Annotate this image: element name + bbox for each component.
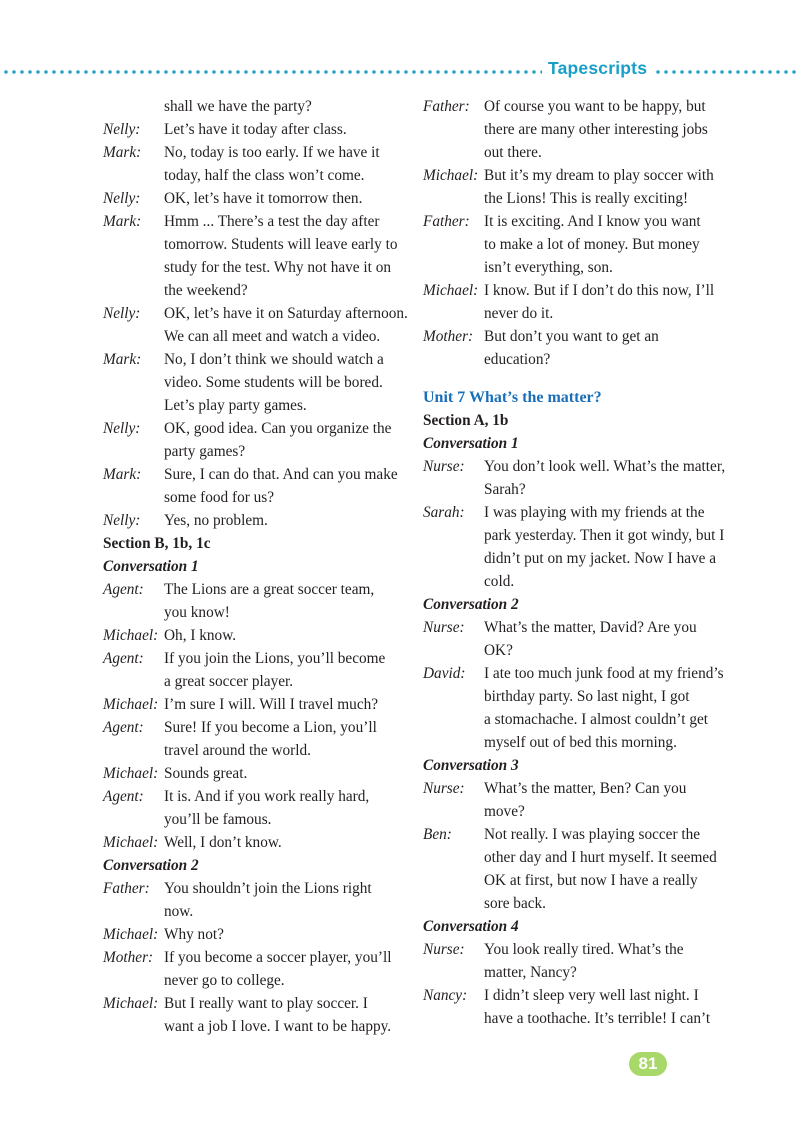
- dialog-line: [103, 693, 403, 716]
- dialog-line: [423, 662, 723, 685]
- dialog-line: [423, 961, 723, 984]
- speaker-label: Nancy:: [423, 987, 468, 1004]
- dialog-text: OK?: [484, 642, 513, 659]
- dialog-line: [103, 164, 403, 187]
- dialog-text: Why not?: [164, 926, 224, 943]
- dialog-text: the weekend?: [164, 282, 248, 299]
- dialog-line: [103, 923, 403, 946]
- conversation-heading: [423, 915, 723, 938]
- left-column: [103, 95, 408, 1038]
- section-heading-text: Section A, 1b: [423, 412, 509, 429]
- dialog-line: [103, 716, 403, 739]
- speaker-label: Mark:: [103, 351, 142, 368]
- dialog-line: [423, 501, 723, 524]
- dialog-line: [423, 800, 723, 823]
- speaker-label: Agent:: [103, 650, 144, 667]
- dialog-text: party games?: [164, 443, 246, 460]
- spacer: [423, 371, 723, 386]
- speaker-label: Nelly:: [103, 121, 141, 138]
- speaker-label: Nelly:: [103, 420, 141, 437]
- dialog-text: some food for us?: [164, 489, 275, 506]
- dialog-text: If you join the Lions, you’ll become: [164, 650, 386, 667]
- dialog-line: [103, 808, 403, 831]
- dialog-line: [103, 440, 403, 463]
- dialog-text: didn’t put on my jacket. Now I have a: [484, 550, 717, 567]
- dialog-line: [103, 969, 403, 992]
- speaker-label: Mark:: [103, 144, 142, 161]
- dialog-line: [423, 279, 723, 302]
- speaker-label: Agent:: [103, 581, 144, 598]
- dialog-line: [103, 1015, 403, 1038]
- dialog-line: [423, 455, 726, 478]
- conversation-heading-text: Conversation 2: [423, 596, 519, 613]
- dialog-line: [103, 578, 403, 601]
- dialog-text: Yes, no problem.: [164, 512, 268, 529]
- dialog-line: [423, 616, 723, 639]
- dialog-text: Sounds great.: [164, 765, 248, 782]
- speaker-label: Nurse:: [423, 941, 465, 958]
- dialog-text: birthday party. So last night, I got: [484, 688, 690, 705]
- speaker-label: Nelly:: [103, 305, 141, 322]
- dialog-line: [103, 900, 403, 923]
- conversation-heading: [423, 754, 723, 777]
- conversation-heading-text: Conversation 2: [103, 857, 199, 874]
- dialog-line: [423, 233, 723, 256]
- dialog-text: No, today is too early. If we have it: [164, 144, 380, 161]
- speaker-label: Mark:: [103, 466, 142, 483]
- dialog-text: have a toothache. It’s terrible! I can’t: [484, 1010, 711, 1027]
- dialog-text: today, half the class won’t come.: [164, 167, 365, 184]
- speaker-label: Mother:: [103, 949, 154, 966]
- dialog-text: You don’t look well. What’s the matter,: [484, 458, 726, 475]
- dialog-line: [423, 731, 723, 754]
- dialog-line: [423, 708, 723, 731]
- dialog-text: But I really want to play soccer. I: [164, 995, 368, 1012]
- dialog-line: [423, 210, 723, 233]
- dialog-line: [423, 846, 723, 869]
- dialog-line: [103, 233, 403, 256]
- speaker-label: Michael:: [103, 995, 159, 1012]
- dialog-line: [103, 417, 403, 440]
- conversation-heading: [103, 555, 403, 578]
- dialog-text: Let’s have it today after class.: [164, 121, 347, 138]
- dialog-line: [103, 95, 403, 118]
- dialog-text: It is. And if you work really hard,: [164, 788, 370, 805]
- dialog-line: [103, 785, 403, 808]
- dialog-text: tomorrow. Students will leave early to: [164, 236, 398, 253]
- dialog-text: The Lions are a great soccer team,: [164, 581, 375, 598]
- dialog-text: Hmm ... There’s a test the day after: [164, 213, 380, 230]
- dialog-text: you’ll be famous.: [164, 811, 272, 828]
- speaker-label: Michael:: [103, 926, 159, 943]
- speaker-label: Ben:: [423, 826, 452, 843]
- dialog-line: [423, 348, 723, 371]
- dialog-text: But it’s my dream to play soccer with: [484, 167, 714, 184]
- dialog-text: now.: [164, 903, 194, 920]
- dialog-line: [423, 823, 723, 846]
- speaker-label: Michael:: [103, 765, 159, 782]
- dialog-text: never go to college.: [164, 972, 285, 989]
- dialog-text: What’s the matter, David? Are you: [484, 619, 697, 636]
- dialog-line: [103, 877, 403, 900]
- dialog-text: If you become a soccer player, you’ll: [164, 949, 392, 966]
- dialog-text: Sure, I can do that. And can you make: [164, 466, 398, 483]
- dialog-text: OK, good idea. Can you organize the: [164, 420, 392, 437]
- dialog-text: Oh, I know.: [164, 627, 237, 644]
- speaker-label: Nurse:: [423, 458, 465, 475]
- speaker-label: Mark:: [103, 213, 142, 230]
- speaker-label: Michael:: [103, 696, 159, 713]
- conversation-heading: [423, 593, 723, 616]
- speaker-label: Michael:: [423, 282, 479, 299]
- dialog-line: [103, 509, 403, 532]
- dialog-text: We can all meet and watch a video.: [164, 328, 381, 345]
- dialog-line: [103, 739, 403, 762]
- dialog-text: I know. But if I don’t do this now, I’ll: [484, 282, 715, 299]
- dialog-line: [423, 547, 723, 570]
- dialog-text: Of course you want to be happy, but: [484, 98, 706, 115]
- dialog-line: [103, 624, 403, 647]
- dialog-text: other day and I hurt myself. It seemed: [484, 849, 717, 866]
- dialog-text: I ate too much junk food at my friend’s: [484, 665, 724, 682]
- dialog-text: shall we have the party?: [164, 98, 312, 115]
- dialog-text: a great soccer player.: [164, 673, 294, 690]
- dialog-line: [103, 302, 408, 325]
- dialog-text: But don’t you want to get an: [484, 328, 659, 345]
- running-header: [0, 58, 800, 84]
- section-title: Tapescripts: [548, 58, 648, 78]
- speaker-label: Agent:: [103, 719, 144, 736]
- speaker-label: Father:: [423, 213, 470, 230]
- dialog-text: move?: [484, 803, 525, 820]
- speaker-label: Michael:: [103, 834, 159, 851]
- dialog-text: I didn’t sleep very well last night. I: [484, 987, 699, 1004]
- section-heading: [103, 532, 403, 555]
- dialog-line: [423, 1007, 723, 1030]
- conversation-heading-text: Conversation 1: [423, 435, 519, 452]
- dialog-text: I was playing with my friends at the: [484, 504, 705, 521]
- dialog-line: [103, 118, 403, 141]
- speaker-label: Nelly:: [103, 512, 141, 529]
- right-column: [423, 95, 726, 1030]
- speaker-label: Agent:: [103, 788, 144, 805]
- dialog-text: Let’s play party games.: [164, 397, 307, 414]
- dialog-text: Sarah?: [484, 481, 526, 498]
- dialog-text: What’s the matter, Ben? Can you: [484, 780, 687, 797]
- dialog-text: I’m sure I will. Will I travel much?: [164, 696, 379, 713]
- unit-heading: [423, 386, 723, 409]
- dialog-line: [103, 992, 403, 1015]
- conversation-heading-text: Conversation 1: [103, 558, 199, 575]
- dialog-text: to make a lot of money. But money: [484, 236, 700, 253]
- dialog-text: You look really tired. What’s the: [484, 941, 684, 958]
- dialog-text: Well, I don’t know.: [164, 834, 282, 851]
- speaker-label: Michael:: [103, 627, 159, 644]
- dialog-line: [423, 938, 723, 961]
- dialog-line: [423, 639, 723, 662]
- dialog-text: never do it.: [484, 305, 554, 322]
- speaker-label: David:: [423, 665, 466, 682]
- dialog-line: [103, 279, 403, 302]
- conversation-heading: [423, 432, 723, 455]
- dialog-text: the Lions! This is really exciting!: [484, 190, 689, 207]
- dialog-text: park yesterday. Then it got windy, but I: [484, 527, 725, 544]
- dialog-text: No, I don’t think we should watch a: [164, 351, 384, 368]
- dialog-text: out there.: [484, 144, 542, 161]
- dialog-line: [423, 325, 723, 348]
- section-heading: [423, 409, 723, 432]
- dialog-line: [423, 524, 723, 547]
- dotted-rule-left: [2, 70, 542, 74]
- dialog-line: [423, 685, 723, 708]
- speaker-label: Nelly:: [103, 190, 141, 207]
- dialog-line: [423, 478, 723, 501]
- dialog-line: [103, 256, 403, 279]
- dialog-line: [103, 187, 403, 210]
- dialog-text: education?: [484, 351, 551, 368]
- dialog-text: you know!: [164, 604, 230, 621]
- dialog-text: a stomachache. I almost couldn’t get: [484, 711, 709, 728]
- unit-heading-text: Unit 7 What’s the matter?: [423, 389, 602, 406]
- dotted-rule-right: [654, 70, 800, 74]
- section-heading-text: Section B, 1b, 1c: [103, 535, 211, 552]
- dialog-line: [423, 892, 723, 915]
- dialog-text: Not really. I was playing soccer the: [484, 826, 701, 843]
- dialog-text: sore back.: [484, 895, 547, 912]
- conversation-heading-text: Conversation 4: [423, 918, 519, 935]
- speaker-label: Nurse:: [423, 780, 465, 797]
- dialog-line: [103, 762, 403, 785]
- dialog-line: [423, 141, 723, 164]
- dialog-line: [103, 647, 403, 670]
- dialog-line: [423, 187, 723, 210]
- dialog-line: [103, 325, 403, 348]
- dialog-line: [103, 210, 403, 233]
- dialog-line: [103, 348, 403, 371]
- dialog-text: want a job I love. I want to be happy.: [164, 1018, 392, 1035]
- page-number: 81: [629, 1052, 667, 1076]
- dialog-line: [423, 570, 723, 593]
- dialog-text: there are many other interesting jobs: [484, 121, 708, 138]
- dialog-line: [423, 777, 723, 800]
- dialog-text: video. Some students will be bored.: [164, 374, 383, 391]
- dialog-text: cold.: [484, 573, 515, 590]
- dialog-text: study for the test. Why not have it on: [164, 259, 392, 276]
- dialog-line: [103, 394, 403, 417]
- dialog-line: [423, 984, 723, 1007]
- dialog-line: [103, 670, 403, 693]
- dialog-line: [423, 256, 723, 279]
- dialog-text: OK at first, but now I have a really: [484, 872, 698, 889]
- speaker-label: Nurse:: [423, 619, 465, 636]
- dialog-line: [423, 869, 723, 892]
- conversation-heading-text: Conversation 3: [423, 757, 519, 774]
- speaker-label: Father:: [423, 98, 470, 115]
- dialog-text: It is exciting. And I know you want: [484, 213, 701, 230]
- speaker-label: Michael:: [423, 167, 479, 184]
- dialog-line: [423, 118, 723, 141]
- speaker-label: Mother:: [423, 328, 474, 345]
- dialog-line: [423, 302, 723, 325]
- speaker-label: Sarah:: [423, 504, 465, 521]
- dialog-text: OK, let’s have it on Saturday afternoon.: [164, 305, 408, 322]
- speaker-label: Father:: [103, 880, 150, 897]
- dialog-line: [103, 141, 403, 164]
- dialog-text: Sure! If you become a Lion, you’ll: [164, 719, 377, 736]
- dialog-text: OK, let’s have it tomorrow then.: [164, 190, 363, 207]
- dialog-line: [103, 831, 403, 854]
- dialog-line: [423, 95, 723, 118]
- dialog-text: matter, Nancy?: [484, 964, 577, 981]
- dialog-text: isn’t everything, son.: [484, 259, 613, 276]
- conversation-heading: [103, 854, 403, 877]
- dialog-text: myself out of bed this morning.: [484, 734, 677, 751]
- dialog-line: [103, 601, 403, 624]
- dialog-line: [103, 371, 403, 394]
- dialog-line: [103, 486, 403, 509]
- dialog-line: [103, 946, 403, 969]
- dialog-text: travel around the world.: [164, 742, 311, 759]
- dialog-line: [103, 463, 403, 486]
- dialog-text: You shouldn’t join the Lions right: [164, 880, 372, 897]
- dialog-line: [423, 164, 723, 187]
